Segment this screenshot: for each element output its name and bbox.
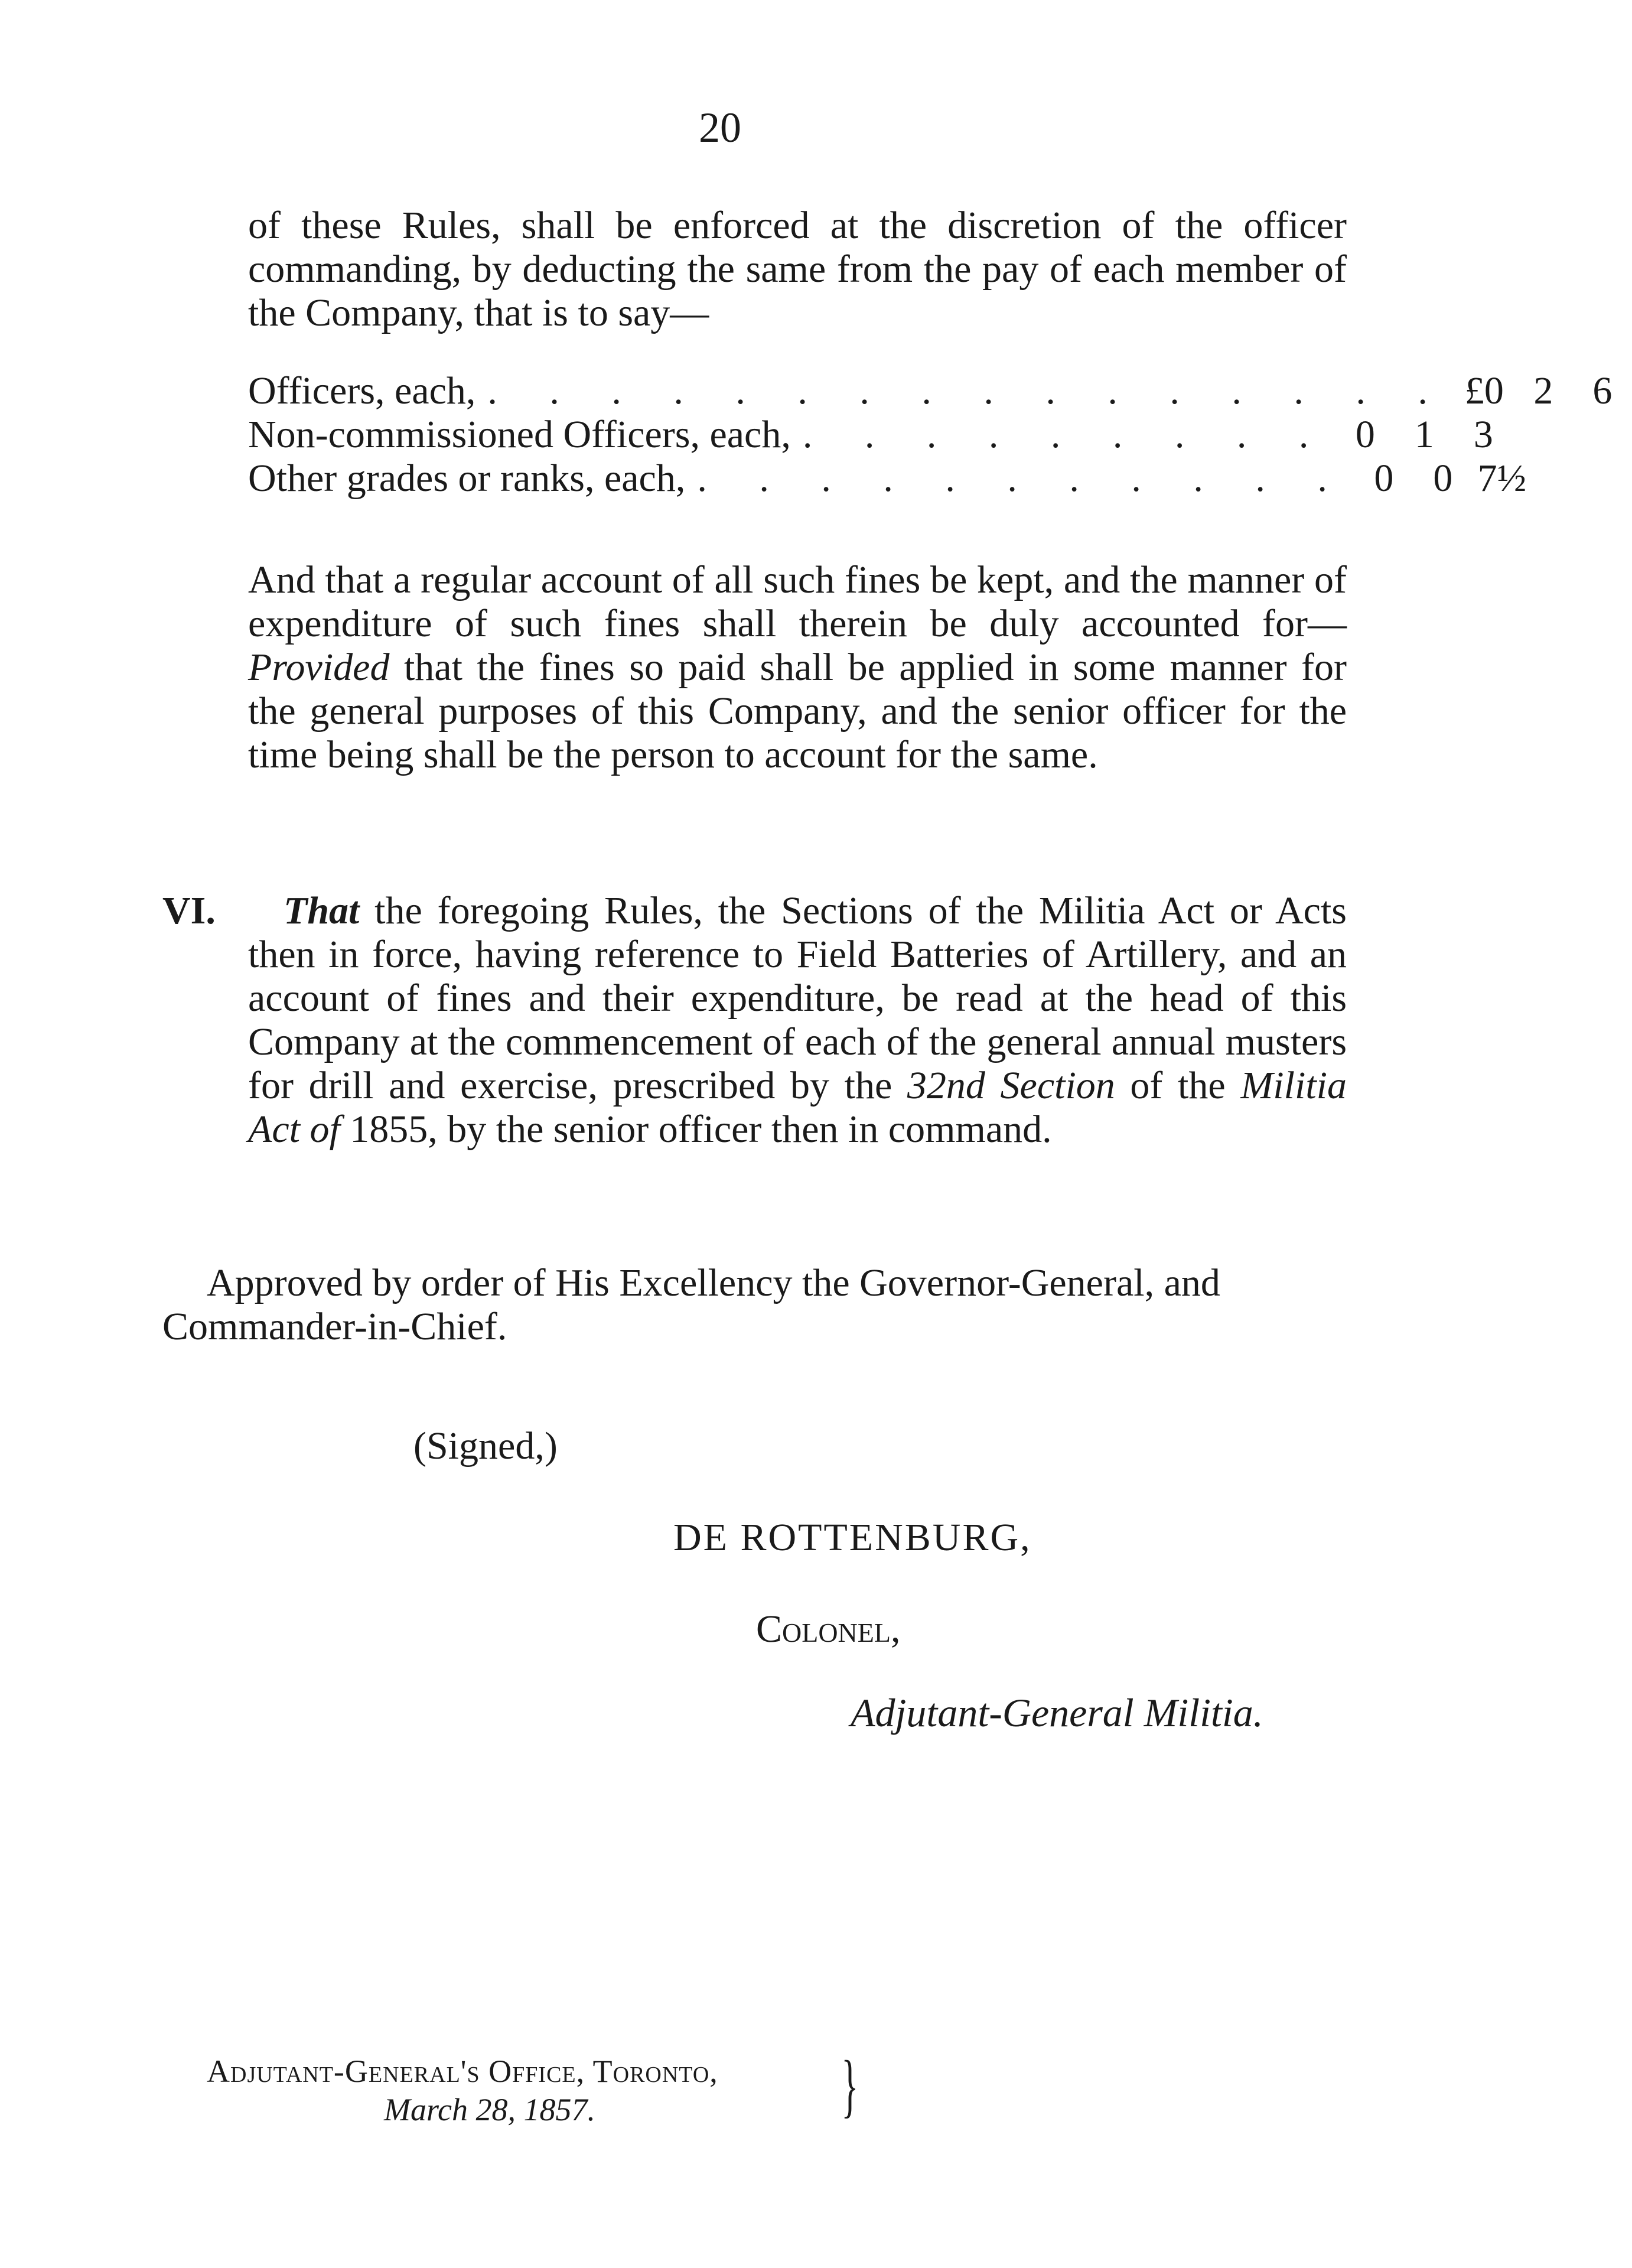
- fine-row-other: [248, 457, 1527, 500]
- fine-label: Non-commissioned Officers, each,: [248, 413, 791, 456]
- approval-statement: Approved by order of His Excellency the Governor-General, and Commander-in-Chief.: [162, 1261, 1220, 1348]
- brace-icon: }: [841, 2046, 859, 2124]
- fine-row-nco: [248, 413, 1493, 457]
- pence: 7½: [1477, 457, 1527, 500]
- pounds: 0: [1355, 413, 1375, 456]
- fine-amount: [1455, 369, 1632, 413]
- text-span: And that a regular account of all such fines be kept, and the manner of expenditure of such fines shall therein be duly accounted for—: [248, 558, 1347, 645]
- text-span: the foregoing Rules, the Sections of the Militia Act or Acts then in force, having reference to Field Batteries of Artillery, and an account of fines and their expenditure, be read at the head of this Company at the commencement of each of the general annual musters for drill and exercise, prescribed by the: [248, 889, 1347, 1107]
- pounds: £0: [1464, 369, 1504, 412]
- section-number: VI.: [162, 889, 216, 932]
- shillings: 0: [1433, 457, 1453, 500]
- section-first-word: That: [284, 889, 360, 932]
- paragraph-fines-account: [248, 558, 1347, 777]
- fine-label: Officers, each,: [248, 369, 476, 412]
- fine-amount: [1335, 413, 1513, 457]
- pence: 3: [1473, 413, 1493, 456]
- text-span: 1855, by the senior officer then in command.: [340, 1108, 1052, 1151]
- fines-table: [248, 369, 1613, 500]
- paragraph-fines-intro: of these Rules, shall be enforced at the discretion of the officer commanding, by deducting the same from the pay of each member of the Company, that is to say—: [248, 204, 1347, 334]
- signed-label: (Signed,): [413, 1424, 558, 1467]
- signer-title: Adjutant-General Militia.: [851, 1690, 1263, 1735]
- signer-rank: Colonel,: [756, 1608, 901, 1651]
- shillings: 2: [1533, 369, 1553, 412]
- text-span: that the fines so paid shall be applied in some manner for the general purposes of this Company, and the senior officer for the time being shall be the person to account for the same.: [248, 646, 1347, 776]
- footer-office: Adjutant-General's Office, Toronto,: [207, 2054, 718, 2089]
- footer-date-text: March 28, 1857.: [384, 2092, 595, 2127]
- pounds: 0: [1374, 457, 1394, 500]
- page-number: 20: [699, 104, 741, 151]
- pence: 6: [1592, 369, 1613, 412]
- shillings: 1: [1414, 413, 1434, 456]
- fine-row-officers: [248, 369, 1613, 413]
- italic-span: Militia Act of: [248, 1064, 1347, 1151]
- fine-label: Other grades or ranks, each,: [248, 457, 686, 500]
- footer-date: [384, 2091, 595, 2128]
- leader-dots: . . . . . . . . . . . . . . . .: [487, 369, 1449, 412]
- section-body: [248, 889, 1347, 1151]
- signer-name: DE ROTTENBURG,: [673, 1516, 1032, 1559]
- italic-provided: Provided: [248, 646, 390, 689]
- section-vi: [162, 889, 1347, 1151]
- leader-dots: . . . . . . . . . . .: [697, 457, 1348, 500]
- text-span: of the: [1115, 1064, 1241, 1107]
- leader-dots: . . . . . . . . .: [802, 413, 1330, 456]
- fine-amount: [1354, 457, 1532, 500]
- italic-span: 32nd Section: [907, 1064, 1115, 1107]
